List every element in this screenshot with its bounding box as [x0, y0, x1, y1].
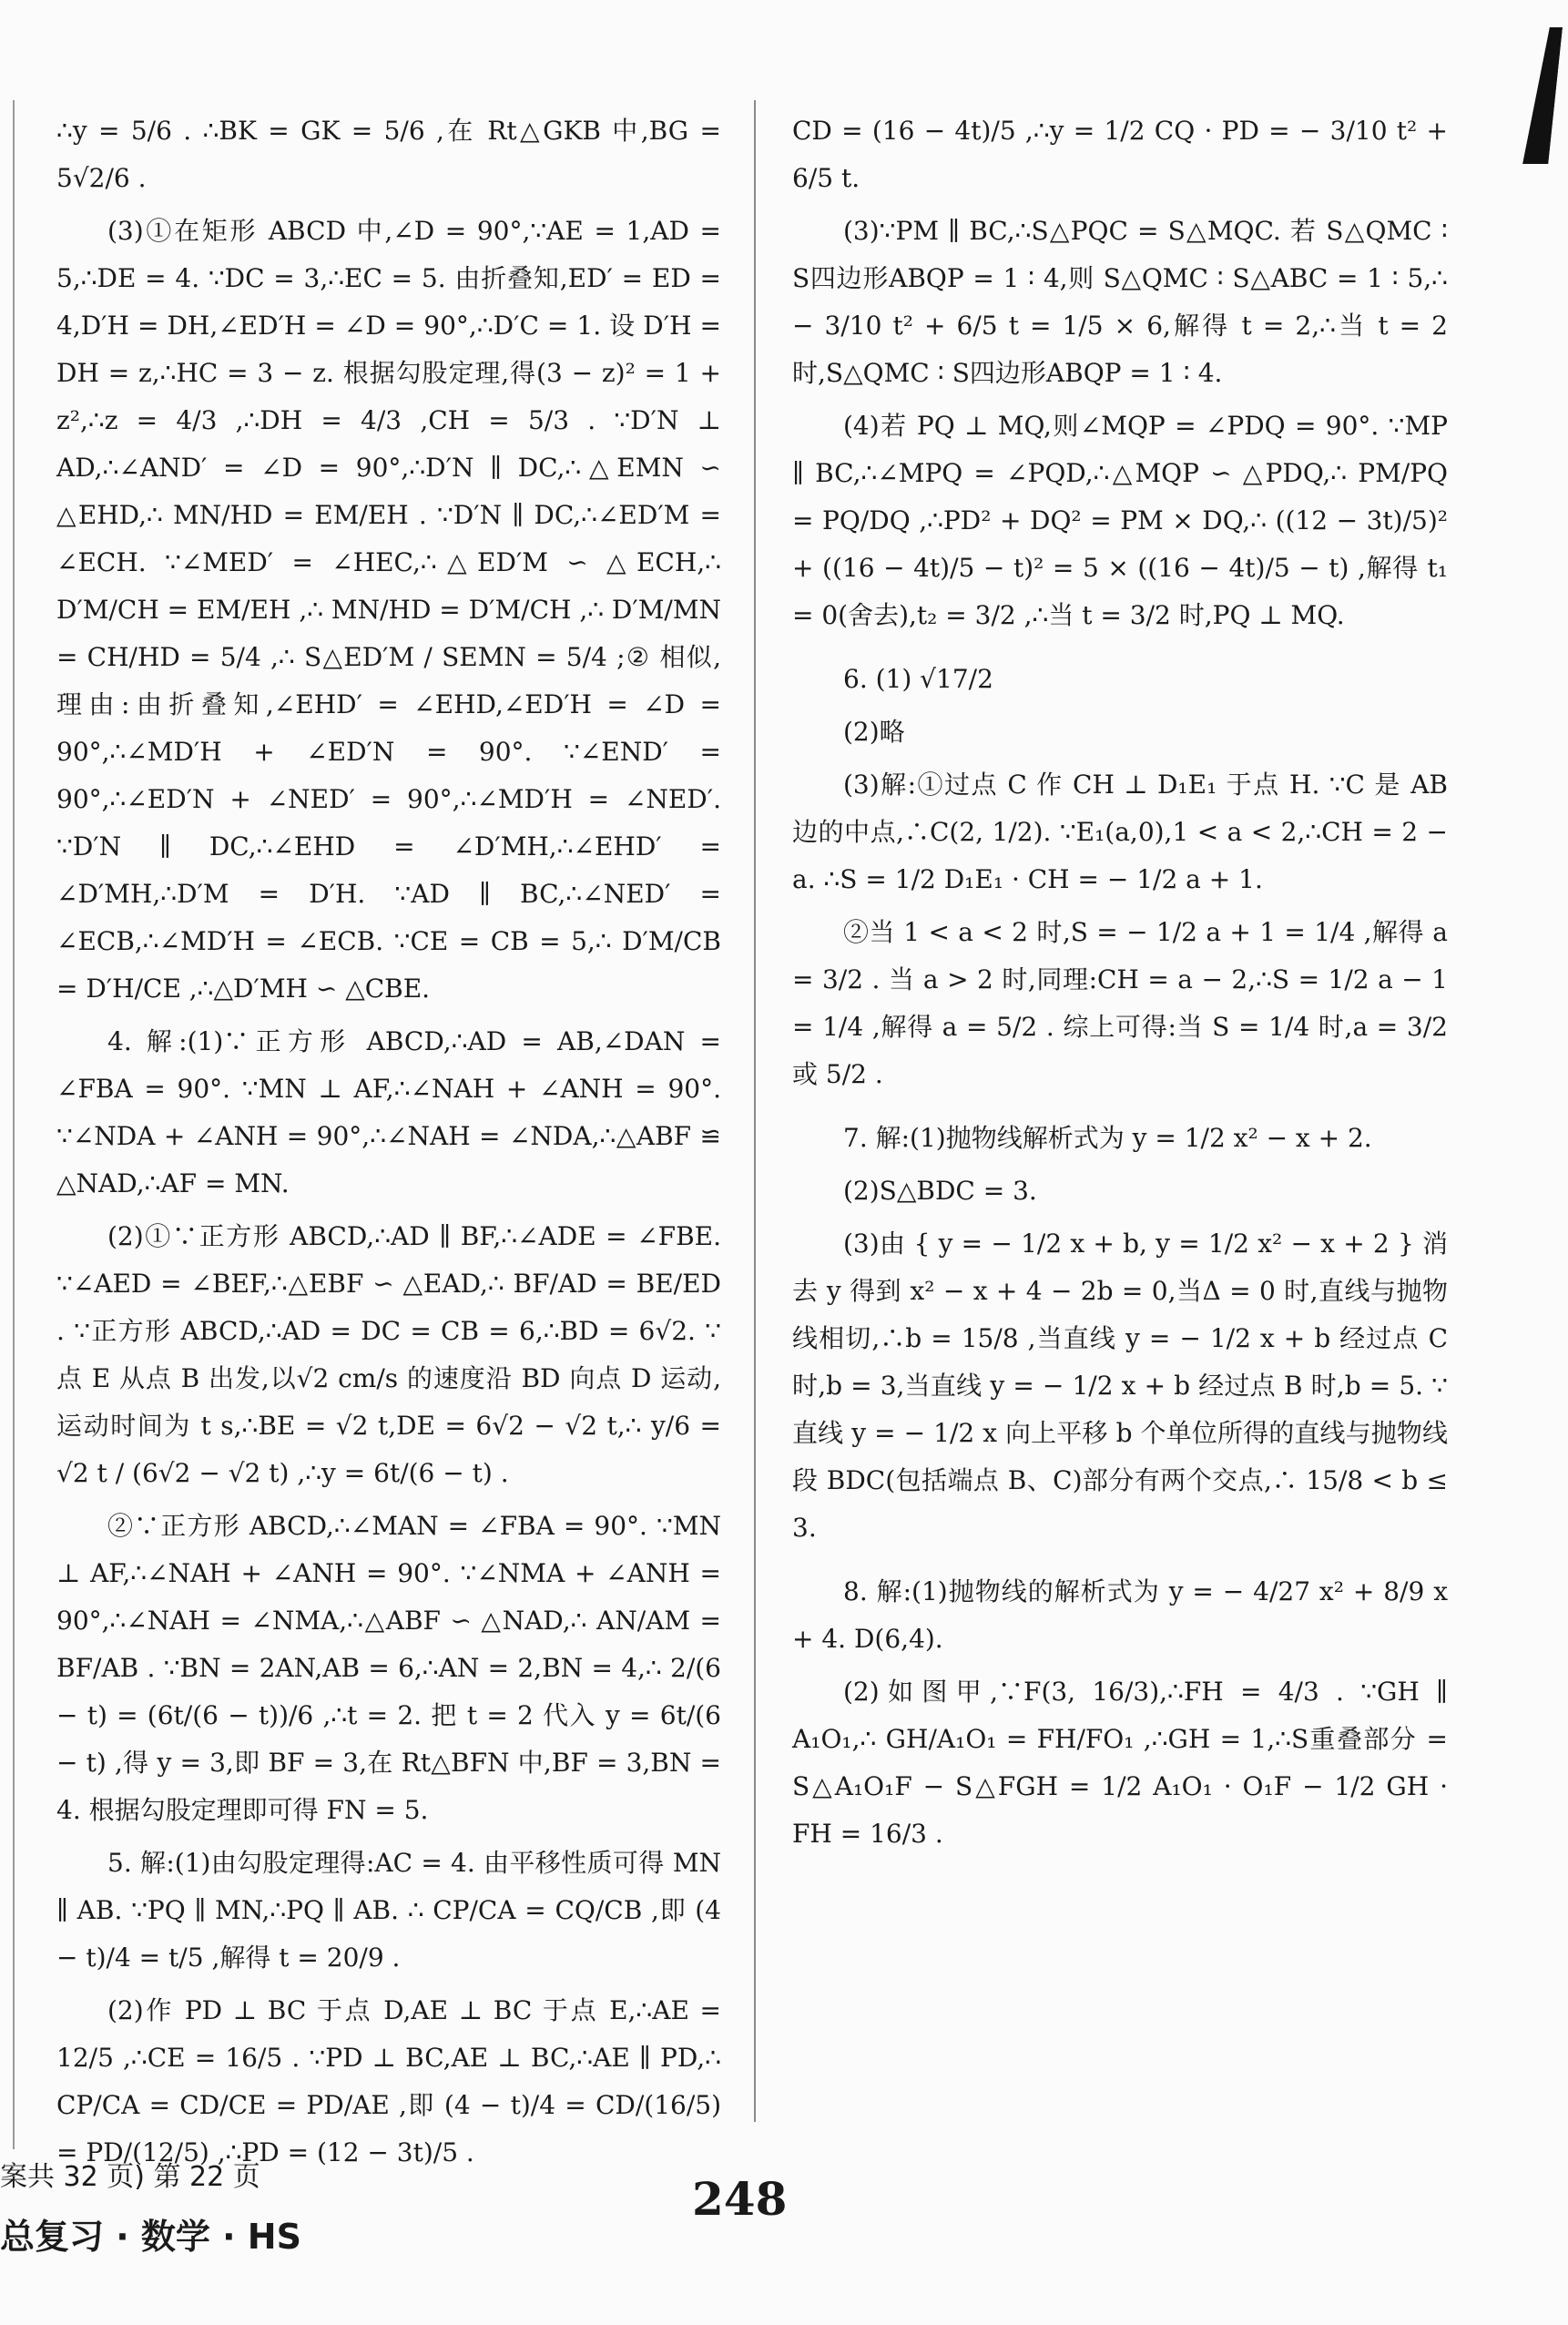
solution-paragraph: (2)S△BDC = 3.: [843, 1176, 1037, 1206]
right-column: [792, 107, 1456, 1863]
solution-paragraph: (3)∵PM ∥ BC,∴S△PQC = S△MQC. 若 S△QMC ∶ S四边形ABQP = 1 ∶ 4,则 S△QMC ∶ S△ABC = 1 ∶ 5,∴ − 3/10 t² + 6/5 t = 1/5 × 6,解得 t = 2,∴当 t = 2 时,S△QMC ∶ S四边形ABQP = 1 ∶ 4.: [792, 216, 1456, 388]
solution-paragraph: ②∵正方形 ABCD,∴∠MAN = ∠FBA = 90°. ∵MN ⊥ AF,∴∠NAH + ∠ANH = 90°. ∵∠NMA + ∠ANH = 90°,∴∠NAH = ∠NMA,∴△ABF ∽ △NAD,∴ AN/AM = BF/AB . ∵BN = 2AN,AB = 6,∴AN = 2,BN = 4,∴ 2/(6 − t) = (6t/(6 − t))/6 ,∴t = 2. 把 t = 2 代入 y = 6t/(6 − t) ,得 y = 3,即 BF = 3,在 Rt△BFN 中,BF = 3,BN = 4. 根据勾股定理即可得 FN = 5.: [56, 1511, 729, 1825]
solution-paragraph: (2)如图甲,∵F(3, 16/3),∴FH = 4/3 . ∵GH ∥ A₁O₁,∴ GH/A₁O₁ = FH/FO₁ ,∴GH = 1,∴S重叠部分 = S△A₁O₁F − S△FGH = 1/2 A₁O₁ · O₁F − 1/2 GH · FH = 16/3 .: [792, 1677, 1456, 1849]
page-number: 248: [692, 2172, 788, 2226]
page-edge-mark: [1522, 27, 1563, 164]
footer-book-title: 总复习 · 数学 · HS: [0, 2217, 301, 2257]
solution-paragraph: (2)作 PD ⊥ BC 于点 D,AE ⊥ BC 于点 E,∴AE = 12/5 ,∴CE = 16/5 . ∵PD ⊥ BC,AE ⊥ BC,∴AE ∥ PD,∴ CP/CA = CD/CE = PD/AE ,即 (4 − t)/4 = CD/(16/5) = PD/(12/5) ,∴PD = (12 − 3t)/5 .: [56, 1995, 729, 2167]
solution-paragraph: 6. (1) √17/2: [843, 664, 993, 694]
binding-margin-rule: [13, 100, 15, 2149]
solution-paragraph: (2)①∵正方形 ABCD,∴AD ∥ BF,∴∠ADE = ∠FBE. ∵∠AED = ∠BEF,∴△EBF ∽ △EAD,∴ BF/AD = BE/ED . ∵正方形 ABCD,∴AD = DC = CB = 6,∴BD = 6√2. ∵点 E 从点 B 出发,以√2 cm/s 的速度沿 BD 向点 D 运动,运动时间为 t s,∴BE = √2 t,DE = 6√2 − √2 t,∴ y/6 = √2 t / (6√2 − √2 t) ,∴y = 6t/(6 − t) .: [56, 1221, 729, 1488]
solution-paragraph: ②当 1 < a < 2 时,S = − 1/2 a + 1 = 1/4 ,解得 a = 3/2 . 当 a > 2 时,同理:CH = a − 2,∴S = 1/2 a − 1 = 1/4 ,解得 a = 5/2 . 综上可得:当 S = 1/4 时,a = 3/2 或 5/2 .: [792, 917, 1456, 1089]
solution-paragraph: 7. 解:(1)抛物线解析式为 y = 1/2 x² − x + 2.: [843, 1123, 1372, 1153]
solution-paragraph: ∴y = 5/6 . ∴BK = GK = 5/6 ,在 Rt△GKB 中,BG = 5√2/6 .: [56, 116, 729, 193]
left-column: [56, 107, 729, 2182]
solution-paragraph: 4. 解:(1)∵正方形 ABCD,∴AD = AB,∠DAN = ∠FBA = 90°. ∵MN ⊥ AF,∴∠NAH + ∠ANH = 90°. ∵∠NDA + ∠ANH = 90°,∴∠NAH = ∠NDA,∴△ABF ≌ △NAD,∴AF = MN.: [56, 1026, 729, 1198]
solution-paragraph: CD = (16 − 4t)/5 ,∴y = 1/2 CQ · PD = − 3/10 t² + 6/5 t.: [792, 116, 1456, 193]
solution-paragraph: (3)解:①过点 C 作 CH ⊥ D₁E₁ 于点 H. ∵C 是 AB 边的中点,∴C(2, 1/2). ∵E₁(a,0),1 < a < 2,∴CH = 2 − a. ∴S = 1/2 D₁E₁ · CH = − 1/2 a + 1.: [792, 770, 1456, 894]
footer-page-info: 案共 32 页) 第 22 页: [0, 2161, 260, 2193]
solution-paragraph: (2)略: [843, 717, 905, 747]
solution-paragraph: (3)由 { y = − 1/2 x + b, y = 1/2 x² − x + 2 } 消去 y 得到 x² − x + 4 − 2b = 0,当Δ = 0 时,直线与抛物线相切,∴b = 15/8 ,当直线 y = − 1/2 x + b 经过点 C 时,b = 3,当直线 y = − 1/2 x + b 经过点 B 时,b = 5. ∵直线 y = − 1/2 x 向上平移 b 个单位所得的直线与抛物线段 BDC(包括端点 B、C)部分有两个交点,∴ 15/8 < b ≤ 3.: [792, 1229, 1456, 1543]
column-divider: [754, 100, 756, 2122]
solution-paragraph: 5. 解:(1)由勾股定理得:AC = 4. 由平移性质可得 MN ∥ AB. ∵PQ ∥ MN,∴PQ ∥ AB. ∴ CP/CA = CQ/CB ,即 (4 − t)/4 = t/5 ,解得 t = 20/9 .: [56, 1848, 729, 1973]
solution-paragraph: (3)①在矩形 ABCD 中,∠D = 90°,∵AE = 1,AD = 5,∴DE = 4. ∵DC = 3,∴EC = 5. 由折叠知,ED′ = ED = 4,D′H = DH,∠ED′H = ∠D = 90°,∴D′C = 1. 设 D′H = DH = z,∴HC = 3 − z. 根据勾股定理,得(3 − z)² = 1 + z²,∴z = 4/3 ,∴DH = 4/3 ,CH = 5/3 . ∵D′N ⊥ AD,∴∠AND′ = ∠D = 90°,∴D′N ∥ DC,∴△EMN ∽ △EHD,∴ MN/HD = EM/EH . ∵D′N ∥ DC,∴∠ED′M = ∠ECH. ∵∠MED′ = ∠HEC,∴△ED′M ∽ △ECH,∴ D′M/CH = EM/EH ,∴ MN/HD = D′M/CH ,∴ D′M/MN = CH/HD = 5/4 ,∴ S△ED′M / SEMN = 5/4 ;② 相似,理由:由折叠知,∠EHD′ = ∠EHD,∠ED′H = ∠D = 90°,∴∠MD′H + ∠ED′N = 90°. ∵∠END′ = 90°,∴∠ED′N + ∠NED′ = 90°,∴∠MD′H = ∠NED′. ∵D′N ∥ DC,∴∠EHD = ∠D′MH,∴∠EHD′ = ∠D′MH,∴D′M = D′H. ∵AD ∥ BC,∴∠NED′ = ∠ECB,∴∠MD′H = ∠ECB. ∵CE = CB = 5,∴ D′M/CB = D′H/CE ,∴△D′MH ∽ △CBE.: [56, 216, 729, 1004]
solution-paragraph: 8. 解:(1)抛物线的解析式为 y = − 4/27 x² + 8/9 x + 4. D(6,4).: [792, 1576, 1456, 1654]
solution-paragraph: (4)若 PQ ⊥ MQ,则∠MQP = ∠PDQ = 90°. ∵MP ∥ BC,∴∠MPQ = ∠PQD,∴△MQP ∽ △PDQ,∴ PM/PQ = PQ/DQ ,∴PD² + DQ² = PM × DQ,∴ ((12 − 3t)/5)² + ((16 − 4t)/5 − t)² = 5 × ((16 − 4t)/5 − t) ,解得 t₁ = 0(舍去),t₂ = 3/2 ,∴当 t = 3/2 时,PQ ⊥ MQ.: [792, 411, 1456, 630]
